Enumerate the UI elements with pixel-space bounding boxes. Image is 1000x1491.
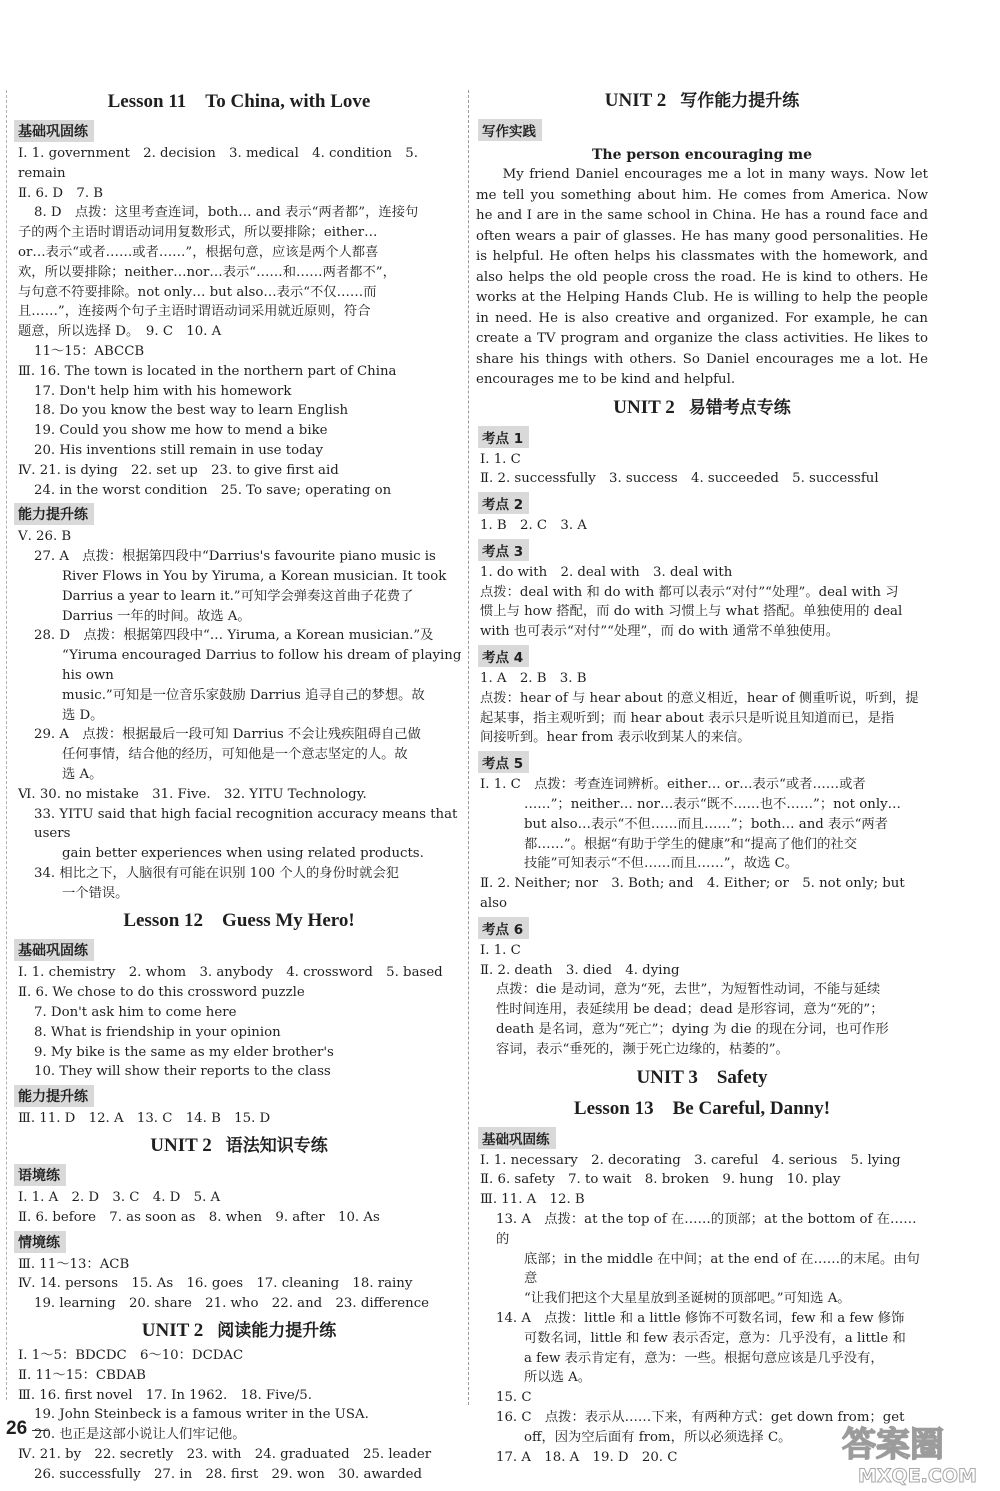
section-tag: 情境练 [14,1231,66,1253]
answer-line: 16. C 点拨：表示从……下来，有两种方式：get down from；get [496,1409,905,1425]
section-title-text: UNIT 2 [141,1320,204,1342]
answer-line: 点拨：deal with 和 do with 都可以表示“对付”“处理”。deal with 习 [480,584,899,600]
answer-line: 间接听到。hear from 表示收到某人的来信。 [480,730,751,746]
answer-line: Ⅲ. 11. A 12. B [480,1192,585,1208]
section-title-text: UNIT 2 [613,396,675,418]
answer-line: Ⅳ. 21. by 22. secretly 23. with 24. graduated 25. leader [18,1447,432,1463]
essay-title: The person encouraging me [592,147,812,163]
answer-line: 性时间连用，表延续用 be dead；dead 是形容词，意为“死的”； [496,1002,884,1018]
right-column [476,84,928,1467]
section-title [476,393,928,419]
section-tag-row [476,423,928,450]
answer-line: 29. A 点拨：根据最后一段可知 Darrius 不会让残疾阻碍自己做 [34,727,421,743]
section-tag: 考点 3 [478,539,529,561]
answer-line: off，因为空后面有 from，所以必须选择 C。 [524,1429,792,1445]
answer-line: 1. B 2. C 3. A [480,518,587,534]
answer-line: 点拨：die 是动词，意为“死，去世”，为短暂性动词，不能与延续 [496,982,881,998]
section-tag-row [476,1124,928,1151]
section-title [14,1131,464,1157]
answer-line: Ⅱ. 2. successfully 3. success 4. succeeded 5. successful [480,471,879,487]
answer-line: 欢，所以要排除；neither…nor…表示“……和……两者都不”， [18,264,396,280]
answer-line: Ⅰ. 1. C [480,451,521,467]
section-tag-row [14,500,464,527]
answer-line: 17. Don't help him with his homework [34,383,292,399]
watermark-url: MXQE.COM [858,1465,977,1486]
section-tag-row [14,117,464,144]
answer-line: 1. do with 2. deal with 3. deal with [480,564,733,580]
watermark-logo [838,1420,988,1486]
answer-line: 9. My bike is the same as my elder brother's [34,1044,334,1060]
answer-line: 19. Could you show me how to mend a bike [34,423,328,439]
answer-line: 24. in the worst condition 25. To save; operating on [34,482,392,498]
answer-line: “让我们把这个大星星放到圣诞树的顶部吧。”可知选 A。 [524,1291,851,1307]
answer-line: Ⅲ. 16. The town is located in the northern part of China [18,363,397,379]
essay-paragraph: My friend Daniel encourages me a lot in many ways. Now let me tell you something about him. He comes from America. Now he and I are in the same school in China. He has a round face and often wears a pair of glasses. He has many good personalities. He is helpful. He often helps his classmates with the homework, and also helps the old people cross the road. He is kind to others. He works at the Helping Hands Club. He is willing to help the people in need. He is also creative and organized. For example, he can create a TV program and organize the class activities. He likes to share his things with others. So Daniel encourages me a lot. He encourages me to be kind and helpful. [476,167,928,387]
answer-line: Ⅱ. 2. Neither; nor 3. Both; and 4. Either; or 5. not only; but also [480,876,909,912]
page-number-dash [32,1430,48,1431]
section-title-cn: 语法知识专练 [225,1136,328,1157]
answer-line: 8. D 点拨：这里考查连词，both… and 表示“两者都”，连接句 [34,205,419,221]
answer-line: Ⅲ. 16. first novel 17. In 1962. 18. Five/5. [18,1387,312,1403]
answer-line: 10. They will show their reports to the class [34,1064,331,1080]
answer-line: Ⅳ. 21. is dying 22. set up 23. to give first aid [18,462,339,478]
answer-line: 28. D 点拨：根据第四段中“… Yiruma, a Korean musician.”及 [34,628,434,644]
answer-line: 与句意不符要排除。not only… but also…表示“不仅……而 [18,284,377,300]
answer-line: Darrius 一年的时间。故选 A。 [62,608,251,624]
answer-line: 惯上与 how 搭配，而 do with 习惯上与 what 搭配。单独使用的 deal [480,604,903,620]
section-title [476,1093,928,1120]
answer-line: gain better experiences when using related products. [62,846,424,862]
section-tag: 考点 1 [478,426,529,448]
section-tag: 写作实践 [478,119,542,141]
section-title [14,1316,464,1342]
answer-line: Ⅰ. 1. C [480,942,521,958]
answer-line: Ⅵ. 30. no mistake 31. Five. 32. YITU Technology. [18,786,367,802]
section-title-text: Lesson 13 Be Careful, Danny! [573,1097,831,1119]
section-tag: 能力提升练 [14,1085,94,1107]
answer-line: Ⅱ. 6. We chose to do this crossword puzzle [18,985,305,1001]
section-tag-row [14,936,464,963]
answer-line: 27. A 点拨：根据第四段中“Darrius's favourite piano music is [34,549,436,565]
answer-line: Ⅱ. 11～15：CBDAB [18,1367,146,1383]
section-tag: 基础巩固练 [478,1127,556,1149]
section-tag: 考点 6 [478,917,529,939]
answer-line: 18. Do you know the best way to learn English [34,403,349,419]
answer-line: River Flows in You by Yiruma, a Korean musician. It took [62,568,447,584]
section-tag-row [476,489,928,516]
section-tag: 基础巩固练 [14,939,94,961]
answer-line: ……”；neither… nor…表示“既不……也不……”；not only… [524,797,901,813]
section-tag-row [14,1161,464,1188]
answer-line: Ⅱ. 2. death 3. died 4. dying [480,962,680,978]
answer-line: Ⅰ. 1. chemistry 2. whom 3. anybody 4. crossword 5. based [18,965,443,981]
answer-line: death 是名词，意为“死亡”；dying 为 die 的现在分词，也可作形 [496,1022,889,1038]
watermark-text: 答案圈 [842,1425,944,1465]
answer-line: 点拨：hear of 与 hear about 的意义相近，hear of 侧重听说，听到，提 [480,690,919,706]
answer-line: with 也可表示“对付”“处理”，而 do with 通常不单独使用。 [480,624,840,640]
section-title [14,905,464,932]
left-column [14,84,464,1485]
section-title-text: Lesson 12 Guess My Hero! [123,910,355,932]
answer-line: Ⅲ. 11～13：ACB [18,1256,130,1272]
answer-line: 子的两个主语时谓语动词用复数形式，所以要排除；either… [18,225,378,241]
answer-line: music.”可知是一位音乐家鼓励 Darrius 追寻自己的梦想。故 [62,687,425,703]
section-tag-row [14,1228,464,1255]
column-divider [468,90,469,1405]
section-title-cn: 阅读能力提升练 [217,1321,337,1342]
section-title-cn: 写作能力提升练 [680,91,800,111]
answer-line: Ⅰ. 1. necessary 2. decorating 3. careful 4. serious 5. lying [480,1152,901,1168]
answer-line: 1. A 2. B 3. B [480,671,587,687]
answer-line: 可数名词，little 和 few 表示否定，意为：几乎没有，a little 和 [524,1330,906,1346]
answer-line: 15. C [496,1390,532,1406]
section-tag: 考点 4 [478,645,529,667]
answer-line: 26. successfully 27. in 28. first 29. won 30. awarded [34,1466,422,1482]
section-tag: 考点 5 [478,751,529,773]
section-tag-row [476,642,928,669]
section-title-cn: 易错考点专练 [688,397,791,418]
section-title [476,1062,928,1089]
section-title-text: UNIT 2 [150,1135,212,1157]
answer-line: 7. Don't ask him to come here [34,1005,237,1021]
answer-line: 技能”可知表示“不但……而且……”，故选 C。 [524,856,799,872]
answer-line: Ⅱ. 6. before 7. as soon as 8. when 9. after 10. As [18,1209,380,1225]
answer-line: Ⅱ. 6. D 7. B [18,185,104,201]
answer-line: Ⅳ. 14. persons 15. As 16. goes 17. cleaning 18. rainy [18,1276,413,1292]
answer-line: but also…表示“不但……而且……”；both… and 表示“两者 [524,816,888,832]
answer-line: 19. John Steinbeck is a famous writer in the USA. [34,1407,369,1423]
answer-line: 13. A 点拨：at the top of 在……的顶部；at the bottom of 在……的 [496,1212,917,1247]
answer-line: 所以选 A。 [524,1370,592,1386]
section-title-text: Lesson 11 To China, with Love [107,91,371,112]
answer-line: 20. 也正是这部小说让人们牢记他。 [34,1427,246,1443]
answer-line: 34. 相比之下，人脑很有可能在识别 100 个人的身份时就会犯 [34,865,400,881]
answer-line: 起某事，指主观听到；而 hear about 表示只是听说且知道而已，是指 [480,710,895,726]
answer-line: 19. learning 20. share 21. who 22. and 23. difference [34,1296,430,1312]
answer-line: 底部；in the middle 在中间；at the end of 在……的末尾。由句意 [524,1251,920,1287]
answer-line: Darrius a year to learn it.”可知学会弹奏这首曲子花费了 [62,588,414,604]
section-title [14,86,464,113]
section-tag-row [476,748,928,775]
answer-line: Ⅰ. 1. C 点拨：考查连词辨析。either… or…表示“或者……或者 [480,777,866,793]
section-tag-row [476,536,928,563]
section-title-text: UNIT 2 [604,90,667,111]
answer-line: “Yiruma encouraged Darrius to follow his dream of playing his own [62,648,466,683]
left-margin-rule [6,90,7,1400]
answer-line: 14. A 点拨：little 和 a little 修饰不可数名词，few 和 a few 修饰 [496,1311,905,1326]
answer-line: Ⅰ. 1. A 2. D 3. C 4. D 5. A [18,1190,221,1206]
answer-line: 任何事情，结合他的经历，可知他是一个意志坚定的人。故 [62,747,408,763]
answer-line: Ⅰ. 1～5：BDCDC 6～10：DCDAC [18,1348,244,1364]
section-tag: 语境练 [14,1164,66,1186]
section-tag-row [476,914,928,941]
section-title [476,86,928,112]
section-tag: 基础巩固练 [14,120,94,142]
answer-line: 17. A 18. A 19. D 20. C [496,1449,678,1465]
answer-line: 8. What is friendship in your opinion [34,1024,281,1040]
answer-line: 选 D。 [62,707,104,723]
answer-line: Ⅲ. 11. D 12. A 13. C 14. B 15. D [18,1111,271,1127]
section-tag: 能力提升练 [14,503,94,525]
section-tag-row [14,1082,464,1109]
answer-line: 33. YITU said that high facial recognition accuracy means that users [34,806,462,842]
section-tag-row [476,116,928,143]
answer-line: 都……”。根据“有助于学生的健康”和“提高了他们的社交 [524,836,858,852]
answer-line: Ⅱ. 6. safety 7. to wait 8. broken 9. hung 10. play [480,1172,841,1188]
answer-line: Ⅴ. 26. B [18,529,72,545]
answer-line: 一个错误。 [62,885,129,901]
section-title-text: UNIT 3 Safety [636,1066,768,1088]
answer-line: 容词，表示“垂死的，濒于死亡边缘的，枯萎的”。 [496,1041,789,1057]
answer-line: 且……”，连接两个句子主语时谓语动词采用就近原则，符合 [18,304,371,320]
section-tag: 考点 2 [478,492,529,514]
answer-line: 20. His inventions still remain in use today [34,442,324,458]
answer-line: 选 A。 [62,766,103,782]
answer-line: Ⅰ. 1. government 2. decision 3. medical 4. condition 5. remain [18,146,423,181]
answer-line: or…表示“或者……或者……”，根据句意，应该是两个人都喜 [18,244,379,260]
page-number: 26 [6,1418,28,1439]
answer-line: 题意，所以选择 D。 9. C 10. A [18,324,222,340]
answer-line: 11～15：ABCCB [34,343,145,359]
answer-line: a few 表示肯定有，意为：一些。根据句意应该是几乎没有， [524,1350,884,1366]
